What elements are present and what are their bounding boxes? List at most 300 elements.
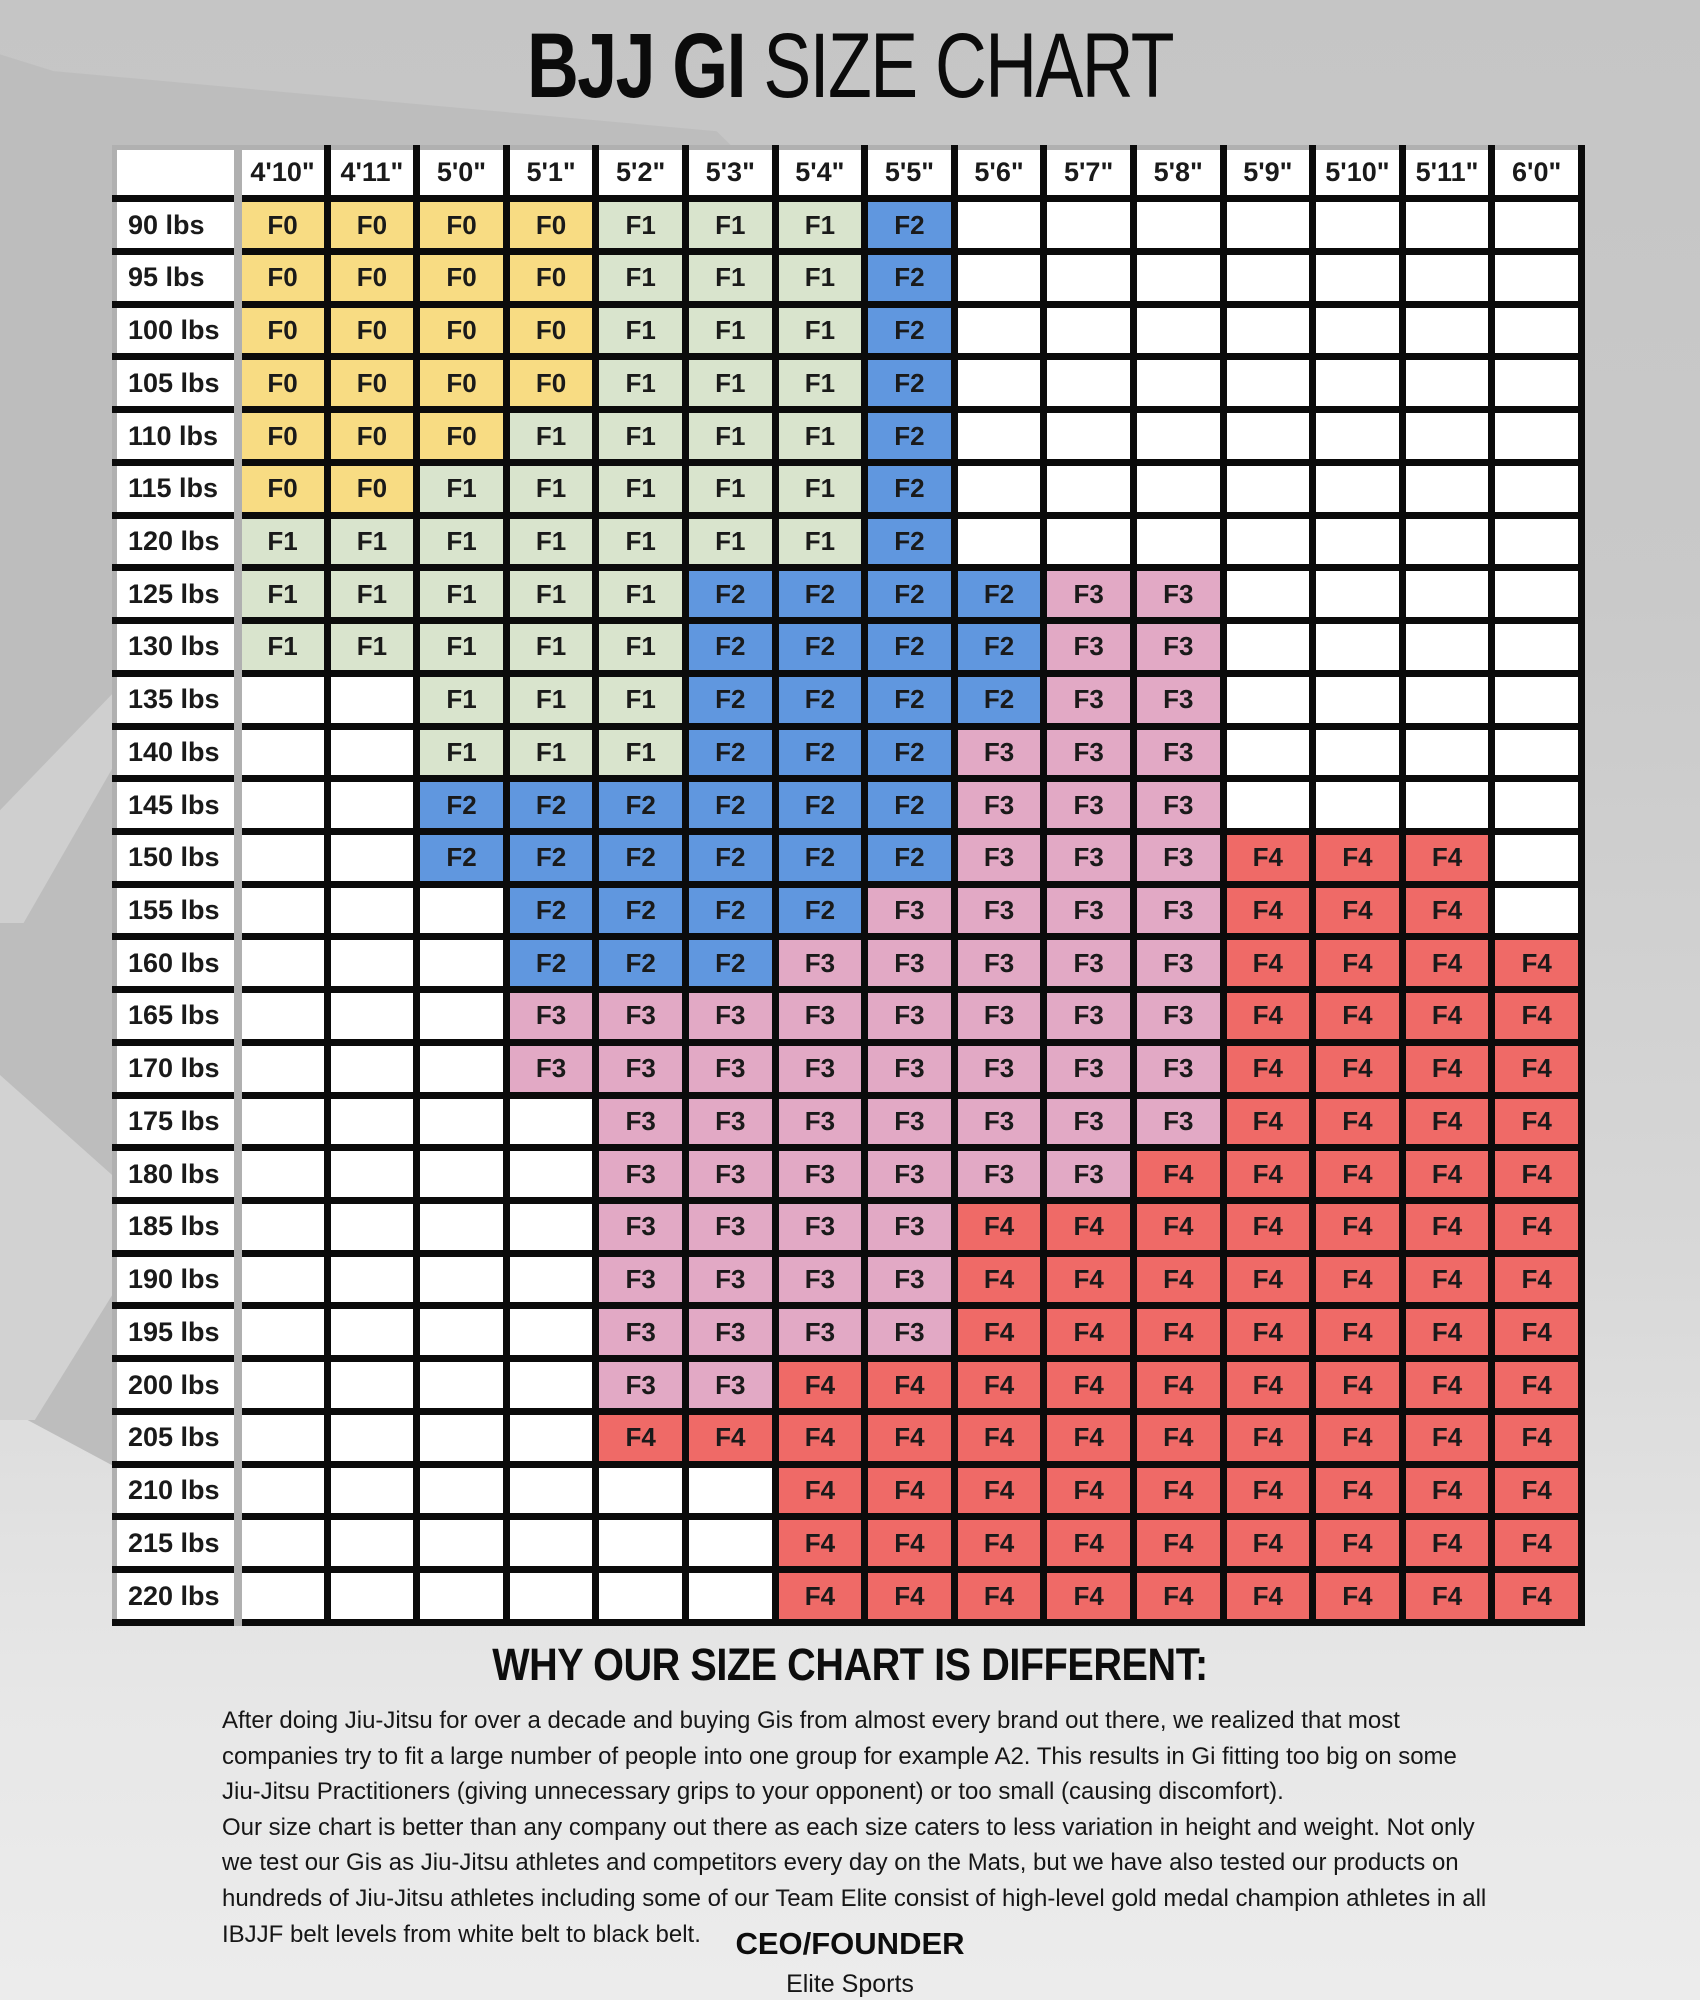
size-cell-f0: F0 (238, 462, 328, 515)
empty-cell (1223, 252, 1313, 305)
size-cell-f4: F4 (954, 1570, 1044, 1623)
empty-cell (1402, 673, 1492, 726)
empty-cell (506, 1411, 596, 1464)
size-cell-f1: F1 (327, 515, 417, 568)
size-cell-f1: F1 (596, 673, 686, 726)
size-cell-f4: F4 (1133, 1253, 1223, 1306)
empty-cell (1492, 304, 1582, 357)
size-cell-f2: F2 (865, 621, 955, 674)
empty-cell (954, 410, 1044, 463)
size-cell-f2: F2 (865, 357, 955, 410)
size-cell-f3: F3 (685, 1306, 775, 1359)
size-cell-f3: F3 (954, 937, 1044, 990)
empty-cell (238, 1306, 328, 1359)
size-cell-f4: F4 (1313, 990, 1403, 1043)
size-cell-f2: F2 (775, 673, 865, 726)
empty-cell (1044, 515, 1134, 568)
weight-label: 100 lbs (115, 304, 238, 357)
empty-cell (238, 884, 328, 937)
size-cell-f4: F4 (1313, 1306, 1403, 1359)
size-cell-f4: F4 (1223, 1306, 1313, 1359)
size-cell-f4: F4 (775, 1464, 865, 1517)
height-header: 5'7" (1044, 148, 1134, 199)
size-cell-f4: F4 (1402, 1306, 1492, 1359)
size-cell-f2: F2 (865, 199, 955, 252)
size-cell-f3: F3 (1044, 1095, 1134, 1148)
size-cell-f2: F2 (954, 621, 1044, 674)
height-header: 5'5" (865, 148, 955, 199)
size-cell-f0: F0 (327, 199, 417, 252)
size-cell-f4: F4 (1223, 1200, 1313, 1253)
size-cell-f4: F4 (1044, 1359, 1134, 1412)
empty-cell (1044, 252, 1134, 305)
size-cell-f3: F3 (1044, 937, 1134, 990)
size-cell-f3: F3 (1044, 726, 1134, 779)
weight-label: 130 lbs (115, 621, 238, 674)
size-cell-f2: F2 (775, 779, 865, 832)
size-cell-f1: F1 (417, 726, 507, 779)
empty-cell (327, 1306, 417, 1359)
empty-cell (1402, 304, 1492, 357)
size-cell-f4: F4 (865, 1359, 955, 1412)
size-cell-f0: F0 (327, 357, 417, 410)
empty-cell (1492, 726, 1582, 779)
size-cell-f4: F4 (1313, 1411, 1403, 1464)
size-cell-f4: F4 (1223, 937, 1313, 990)
size-cell-f0: F0 (327, 252, 417, 305)
size-cell-f3: F3 (954, 1148, 1044, 1201)
weight-label: 115 lbs (115, 462, 238, 515)
empty-cell (1223, 726, 1313, 779)
size-cell-f4: F4 (1223, 1464, 1313, 1517)
size-cell-f4: F4 (1402, 1570, 1492, 1623)
size-cell-f1: F1 (327, 621, 417, 674)
size-cell-f4: F4 (1402, 1253, 1492, 1306)
size-cell-f3: F3 (775, 1253, 865, 1306)
size-cell-f1: F1 (596, 621, 686, 674)
empty-cell (327, 1095, 417, 1148)
size-cell-f3: F3 (954, 726, 1044, 779)
size-cell-f3: F3 (865, 937, 955, 990)
footer-role: CEO/FOUNDER (735, 1926, 965, 1961)
size-cell-f2: F2 (685, 568, 775, 621)
info-paragraph-2: Our size chart is better than any company out there as each size caters to less variation in height and weight. Not only we test our Gis as Jiu-Jitsu athletes and competitors every day on the Mats, but we have also tested our products on hundreds of Jiu-Jitsu athletes including some of our Team Elite consist of high-level gold medal champion athletes in all IBJJF belt levels from white belt to black belt. (222, 1813, 1487, 1948)
size-cell-f4: F4 (1492, 1095, 1582, 1148)
size-cell-f4: F4 (775, 1411, 865, 1464)
height-header: 5'8" (1133, 148, 1223, 199)
empty-cell (1402, 252, 1492, 305)
size-cell-f3: F3 (1133, 1042, 1223, 1095)
size-cell-f2: F2 (596, 831, 686, 884)
empty-cell (417, 1359, 507, 1412)
size-cell-f4: F4 (1492, 1570, 1582, 1623)
size-cell-f1: F1 (596, 515, 686, 568)
size-cell-f4: F4 (1492, 1253, 1582, 1306)
empty-cell (238, 831, 328, 884)
height-header: 5'0" (417, 148, 507, 199)
weight-label: 90 lbs (115, 199, 238, 252)
size-cell-f3: F3 (775, 1306, 865, 1359)
empty-cell (954, 462, 1044, 515)
size-cell-f3: F3 (865, 884, 955, 937)
size-cell-f1: F1 (596, 357, 686, 410)
size-cell-f4: F4 (865, 1570, 955, 1623)
empty-cell (506, 1095, 596, 1148)
height-header: 5'3" (685, 148, 775, 199)
size-cell-f3: F3 (775, 1200, 865, 1253)
size-cell-f4: F4 (1223, 1570, 1313, 1623)
empty-cell (1492, 779, 1582, 832)
page-title (187, 15, 1513, 117)
size-cell-f3: F3 (1044, 884, 1134, 937)
empty-cell (1402, 199, 1492, 252)
size-cell-f4: F4 (1223, 884, 1313, 937)
size-cell-f4: F4 (1492, 1306, 1582, 1359)
size-cell-f4: F4 (1492, 937, 1582, 990)
empty-cell (1402, 515, 1492, 568)
empty-cell (417, 990, 507, 1043)
size-cell-f2: F2 (506, 884, 596, 937)
empty-cell (1313, 779, 1403, 832)
size-cell-f0: F0 (238, 199, 328, 252)
size-cell-f2: F2 (685, 884, 775, 937)
size-cell-f1: F1 (596, 199, 686, 252)
weight-label: 125 lbs (115, 568, 238, 621)
size-cell-f4: F4 (1492, 1200, 1582, 1253)
size-cell-f1: F1 (596, 568, 686, 621)
size-cell-f4: F4 (1223, 1095, 1313, 1148)
size-cell-f4: F4 (1044, 1570, 1134, 1623)
empty-cell (1492, 884, 1582, 937)
empty-cell (238, 937, 328, 990)
size-cell-f3: F3 (1044, 568, 1134, 621)
size-cell-f2: F2 (417, 779, 507, 832)
empty-cell (1223, 199, 1313, 252)
size-cell-f4: F4 (954, 1359, 1044, 1412)
size-cell-f3: F3 (1044, 990, 1134, 1043)
size-cell-f1: F1 (775, 199, 865, 252)
size-cell-f3: F3 (865, 1042, 955, 1095)
weight-label: 210 lbs (115, 1464, 238, 1517)
size-cell-f4: F4 (1133, 1464, 1223, 1517)
empty-cell (327, 1148, 417, 1201)
empty-cell (417, 884, 507, 937)
size-cell-f1: F1 (775, 252, 865, 305)
empty-cell (1492, 831, 1582, 884)
size-cell-f3: F3 (596, 1148, 686, 1201)
size-cell-f1: F1 (417, 462, 507, 515)
empty-cell (1133, 252, 1223, 305)
empty-cell (238, 1253, 328, 1306)
size-cell-f4: F4 (1492, 1042, 1582, 1095)
size-cell-f0: F0 (238, 304, 328, 357)
empty-cell (417, 1411, 507, 1464)
empty-cell (1492, 515, 1582, 568)
size-cell-f2: F2 (506, 831, 596, 884)
size-cell-f4: F4 (954, 1464, 1044, 1517)
size-cell-f4: F4 (1223, 990, 1313, 1043)
info-paragraph-1: After doing Jiu-Jitsu for over a decade and buying Gis from almost every brand out there, we realized that most companies try to fit a large number of people into one group for example A2. This results in Gi fitting too big on some Jiu-Jitsu Practitioners (giving unnecessary grips to your opponent) or too small (causing discomfort). (222, 1707, 1457, 1806)
size-cell-f0: F0 (327, 410, 417, 463)
weight-label: 145 lbs (115, 779, 238, 832)
height-header: 5'10" (1313, 148, 1403, 199)
weight-label: 165 lbs (115, 990, 238, 1043)
size-cell-f2: F2 (685, 726, 775, 779)
size-cell-f3: F3 (1133, 937, 1223, 990)
height-header: 5'11" (1402, 148, 1492, 199)
empty-cell (1313, 304, 1403, 357)
size-cell-f2: F2 (685, 779, 775, 832)
empty-cell (1313, 515, 1403, 568)
empty-cell (1223, 673, 1313, 726)
size-cell-f3: F3 (954, 779, 1044, 832)
size-cell-f3: F3 (1133, 779, 1223, 832)
size-cell-f4: F4 (1492, 1359, 1582, 1412)
height-header: 5'2" (596, 148, 686, 199)
empty-cell (327, 1359, 417, 1412)
height-header: 5'6" (954, 148, 1044, 199)
size-cell-f2: F2 (865, 831, 955, 884)
empty-cell (327, 1517, 417, 1570)
size-cell-f1: F1 (596, 252, 686, 305)
size-cell-f2: F2 (506, 779, 596, 832)
size-cell-f4: F4 (1133, 1570, 1223, 1623)
empty-cell (1313, 252, 1403, 305)
size-cell-f4: F4 (865, 1517, 955, 1570)
size-cell-f2: F2 (865, 726, 955, 779)
size-cell-f4: F4 (1313, 831, 1403, 884)
size-cell-f1: F1 (775, 462, 865, 515)
size-cell-f3: F3 (685, 1359, 775, 1412)
size-cell-f2: F2 (596, 884, 686, 937)
size-cell-f4: F4 (1402, 1095, 1492, 1148)
size-cell-f4: F4 (775, 1359, 865, 1412)
weight-label: 160 lbs (115, 937, 238, 990)
size-cell-f3: F3 (596, 990, 686, 1043)
size-cell-f4: F4 (1133, 1359, 1223, 1412)
empty-cell (1313, 357, 1403, 410)
size-cell-f0: F0 (506, 357, 596, 410)
empty-cell (596, 1570, 686, 1623)
size-cell-f3: F3 (775, 1042, 865, 1095)
empty-cell (417, 1042, 507, 1095)
empty-cell (417, 1464, 507, 1517)
size-cell-f1: F1 (327, 568, 417, 621)
size-cell-f1: F1 (417, 515, 507, 568)
size-cell-f4: F4 (1402, 1148, 1492, 1201)
size-cell-f3: F3 (1133, 990, 1223, 1043)
empty-cell (1313, 673, 1403, 726)
weight-label: 170 lbs (115, 1042, 238, 1095)
weight-label: 120 lbs (115, 515, 238, 568)
empty-cell (1133, 410, 1223, 463)
empty-cell (327, 1042, 417, 1095)
info-heading: WHY OUR SIZE CHART IS DIFFERENT: (492, 1639, 1208, 1690)
empty-cell (1402, 568, 1492, 621)
size-cell-f3: F3 (775, 990, 865, 1043)
size-cell-f1: F1 (775, 357, 865, 410)
size-cell-f4: F4 (1223, 1411, 1313, 1464)
size-cell-f1: F1 (685, 410, 775, 463)
weight-label: 150 lbs (115, 831, 238, 884)
size-cell-f3: F3 (1133, 621, 1223, 674)
size-cell-f1: F1 (596, 410, 686, 463)
size-cell-f3: F3 (596, 1253, 686, 1306)
size-cell-f4: F4 (1133, 1148, 1223, 1201)
size-cell-f1: F1 (417, 621, 507, 674)
empty-cell (596, 1517, 686, 1570)
size-cell-f4: F4 (1133, 1306, 1223, 1359)
size-cell-f4: F4 (1402, 884, 1492, 937)
empty-cell (238, 1517, 328, 1570)
empty-cell (238, 1095, 328, 1148)
size-cell-f3: F3 (865, 1095, 955, 1148)
size-cell-f3: F3 (1133, 1095, 1223, 1148)
empty-cell (1492, 568, 1582, 621)
weight-label: 175 lbs (115, 1095, 238, 1148)
empty-cell (1313, 199, 1403, 252)
empty-cell (327, 1570, 417, 1623)
size-cell-f1: F1 (685, 462, 775, 515)
size-cell-f0: F0 (238, 357, 328, 410)
weight-label: 200 lbs (115, 1359, 238, 1412)
empty-cell (596, 1464, 686, 1517)
size-cell-f4: F4 (1313, 884, 1403, 937)
size-cell-f4: F4 (1402, 1359, 1492, 1412)
size-cell-f4: F4 (1313, 1148, 1403, 1201)
empty-cell (417, 1200, 507, 1253)
size-cell-f1: F1 (238, 621, 328, 674)
empty-cell (238, 1042, 328, 1095)
title-brand: BJJ GI (526, 15, 745, 117)
size-cell-f0: F0 (417, 252, 507, 305)
size-cell-f4: F4 (954, 1306, 1044, 1359)
size-cell-f2: F2 (865, 568, 955, 621)
empty-cell (506, 1253, 596, 1306)
size-cell-f3: F3 (1044, 779, 1134, 832)
empty-cell (1402, 410, 1492, 463)
empty-cell (238, 990, 328, 1043)
size-cell-f2: F2 (775, 884, 865, 937)
size-cell-f0: F0 (417, 199, 507, 252)
size-cell-f4: F4 (954, 1411, 1044, 1464)
size-cell-f1: F1 (596, 726, 686, 779)
empty-cell (1313, 410, 1403, 463)
empty-cell (506, 1148, 596, 1201)
empty-cell (1133, 462, 1223, 515)
empty-cell (1133, 304, 1223, 357)
size-cell-f3: F3 (1044, 1042, 1134, 1095)
empty-cell (1223, 304, 1313, 357)
empty-cell (417, 937, 507, 990)
empty-cell (506, 1517, 596, 1570)
size-cell-f2: F2 (865, 673, 955, 726)
size-cell-f4: F4 (1492, 1411, 1582, 1464)
size-cell-f0: F0 (417, 357, 507, 410)
height-header: 5'4" (775, 148, 865, 199)
empty-cell (238, 1200, 328, 1253)
empty-cell (1223, 621, 1313, 674)
height-header: 4'11" (327, 148, 417, 199)
empty-cell (1223, 779, 1313, 832)
size-cell-f1: F1 (506, 410, 596, 463)
size-cell-f3: F3 (1044, 831, 1134, 884)
size-cell-f1: F1 (506, 621, 596, 674)
weight-label: 180 lbs (115, 1148, 238, 1201)
size-cell-f4: F4 (1313, 1200, 1403, 1253)
size-cell-f4: F4 (1044, 1253, 1134, 1306)
empty-cell (238, 779, 328, 832)
empty-cell (1402, 357, 1492, 410)
empty-cell (1313, 462, 1403, 515)
height-header: 5'9" (1223, 148, 1313, 199)
weight-label: 205 lbs (115, 1411, 238, 1464)
empty-cell (327, 673, 417, 726)
empty-cell (1223, 357, 1313, 410)
size-cell-f3: F3 (775, 1095, 865, 1148)
size-cell-f3: F3 (865, 990, 955, 1043)
size-cell-f4: F4 (1223, 1148, 1313, 1201)
size-cell-f4: F4 (1133, 1517, 1223, 1570)
size-cell-f4: F4 (775, 1517, 865, 1570)
empty-cell (327, 779, 417, 832)
size-cell-f2: F2 (685, 621, 775, 674)
size-cell-f0: F0 (327, 462, 417, 515)
empty-cell (238, 1570, 328, 1623)
size-cell-f4: F4 (596, 1411, 686, 1464)
size-cell-f2: F2 (685, 937, 775, 990)
size-cell-f1: F1 (685, 515, 775, 568)
size-cell-f1: F1 (506, 568, 596, 621)
size-cell-f1: F1 (506, 462, 596, 515)
size-cell-f2: F2 (685, 831, 775, 884)
weight-label: 220 lbs (115, 1570, 238, 1623)
size-cell-f4: F4 (1044, 1464, 1134, 1517)
empty-cell (1044, 462, 1134, 515)
size-cell-f1: F1 (506, 673, 596, 726)
size-cell-f0: F0 (417, 304, 507, 357)
size-cell-f3: F3 (1044, 1148, 1134, 1201)
size-cell-f4: F4 (1044, 1200, 1134, 1253)
size-cell-f4: F4 (1044, 1306, 1134, 1359)
empty-cell (1044, 410, 1134, 463)
size-cell-f4: F4 (954, 1517, 1044, 1570)
size-cell-f2: F2 (954, 568, 1044, 621)
size-cell-f3: F3 (865, 1148, 955, 1201)
empty-cell (954, 357, 1044, 410)
size-cell-f3: F3 (506, 1042, 596, 1095)
size-cell-f1: F1 (238, 568, 328, 621)
size-cell-f4: F4 (1402, 1464, 1492, 1517)
size-cell-f2: F2 (775, 568, 865, 621)
weight-label: 135 lbs (115, 673, 238, 726)
empty-cell (685, 1464, 775, 1517)
empty-cell (327, 884, 417, 937)
height-header: 6'0" (1492, 148, 1582, 199)
empty-cell (1044, 304, 1134, 357)
empty-cell (1223, 515, 1313, 568)
size-cell-f4: F4 (1313, 1359, 1403, 1412)
size-cell-f1: F1 (506, 515, 596, 568)
size-cell-f3: F3 (954, 990, 1044, 1043)
size-cell-f3: F3 (865, 1200, 955, 1253)
size-cell-f4: F4 (685, 1411, 775, 1464)
empty-cell (417, 1517, 507, 1570)
empty-cell (1044, 199, 1134, 252)
size-cell-f4: F4 (1492, 1517, 1582, 1570)
empty-cell (238, 1148, 328, 1201)
empty-cell (238, 1359, 328, 1412)
